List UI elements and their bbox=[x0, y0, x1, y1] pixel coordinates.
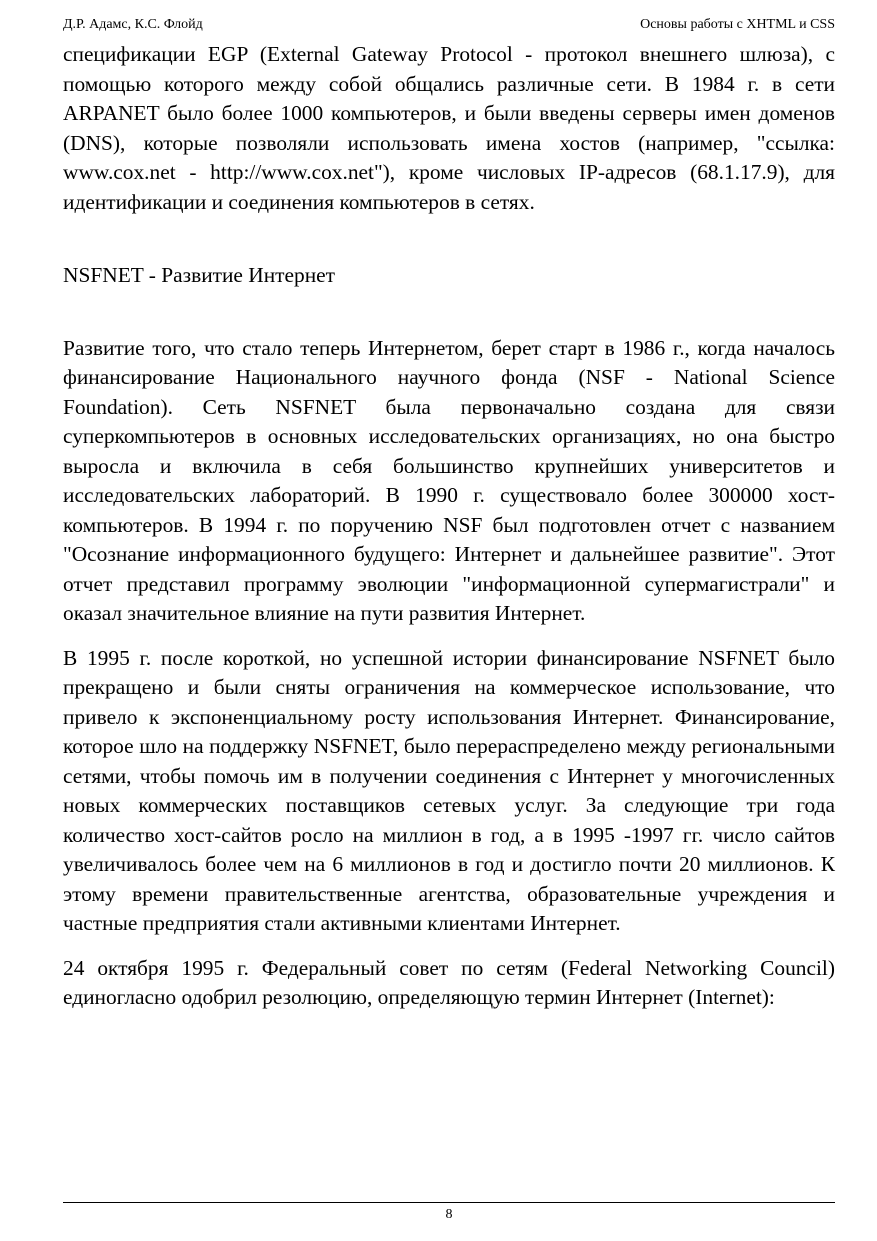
paragraph-fnc-resolution: 24 октября 1995 г. Федеральный совет по сетям (Federal Networking Council) единогласно одобрил резолюцию, определяющую термин Интернет (Internet): bbox=[63, 955, 835, 1009]
footer-divider bbox=[63, 1202, 835, 1203]
paragraph-nsfnet-origin: Развитие того, что стало теперь Интернетом, берет старт в 1986 г., когда началось финансирование Национального научного фонда (NSF - National Science Foundation). Сеть NSFNET была первоначально создана для связи суперкомпьютеров в основных исследовательских организациях, но она быстро выросла и включила в себя большинство крупнейших университетов и исследовательских лабораторий. В 1990 г. существовало более 300000 хост-компьютеров. В 1994 г. по поручению NSF был подготовлен отчет с названием "Осознание информационного будущего: Интернет и дальнейшее развитие". Этот отчет представил программу эволюции "информационной супермагистрали" и оказал значительное влияние на пути развития Интернет. bbox=[63, 335, 835, 625]
page-number: 8 bbox=[445, 1207, 453, 1222]
paragraph-nsfnet-1995: В 1995 г. после короткой, но успешной истории финансирование NSFNET было прекращено и были сняты ограничения на коммерческое использование, что привело к экспоненциальному росту использования Интернет. Финансирование, которое шло на поддержку NSFNET, было перераспределено между региональными сетями, чтобы помочь им в получении соединения с Интернет у многочисленных новых коммерческих поставщиков сетевых услуг. За следующие три года количество хост-сайтов росло на миллион в год, а в 1995 -1997 гг. число сайтов увеличивалось более чем на 6 миллионов в год и достигло почти 20 миллионов. К этому времени правительственные агентства, образовательные учреждения и частные предприятия стали активными клиентами Интернет. bbox=[63, 645, 835, 935]
page-content bbox=[63, 40, 835, 1013]
page-header bbox=[63, 16, 835, 34]
header-book-title: Основы работы с XHTML и CSS bbox=[640, 17, 835, 32]
paragraph-intro: спецификации EGP (External Gateway Protocol - протокол внешнего шлюза), с помощью которого между собой общались различные сети. В 1984 г. в сети ARPANET было более 1000 компьютеров, и были введены серверы имен доменов (DNS), которые позволяли использовать имена хостов (например, "ссылка: www.cox.net - http://www.cox.net"), кроме числовых IP-адресов (68.1.17.9), для идентификации и соединения компьютеров в сетях. bbox=[63, 42, 835, 214]
header-authors: Д.Р. Адамс, К.С. Флойд bbox=[63, 17, 203, 32]
section-title: NSFNET - Развитие Интернет bbox=[63, 263, 335, 287]
